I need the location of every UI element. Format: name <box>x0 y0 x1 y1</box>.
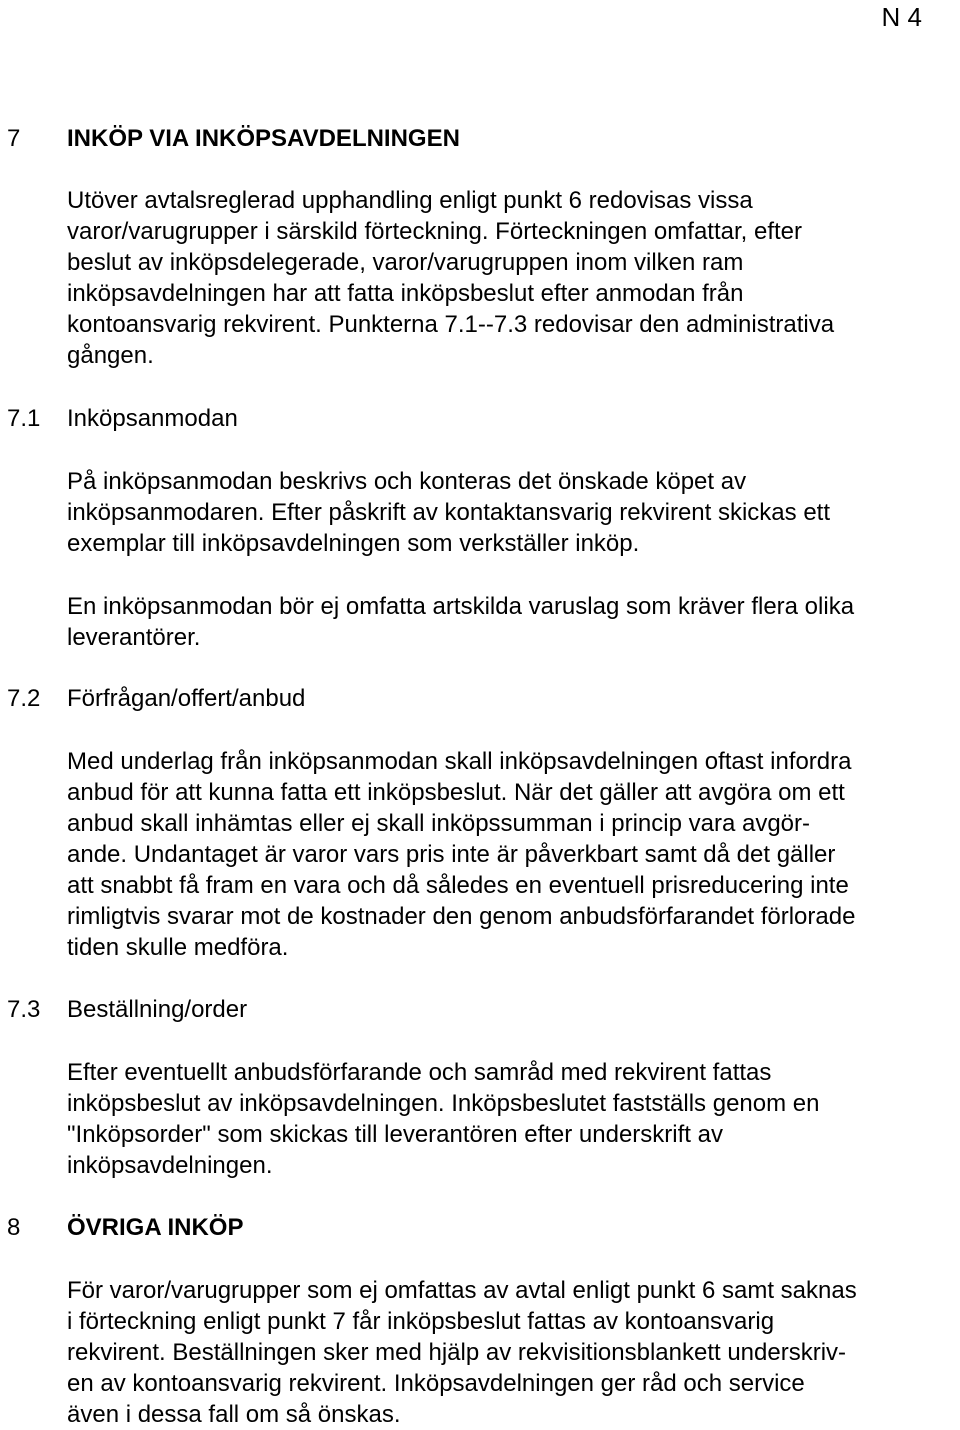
text-line: Med underlag från inköpsanmodan skall inköpsavdelningen oftast infordra <box>67 748 852 775</box>
text-line: ande. Undantaget är varor vars pris inte är påverkbart samt då det gäller <box>67 841 836 868</box>
section-number: 7 <box>7 125 21 152</box>
text-line: att snabbt få fram en vara och då således en eventuell prisreducering inte <box>67 872 849 899</box>
text-line: tiden skulle medföra. <box>67 934 289 961</box>
text-line: inköpsbeslut av inköpsavdelningen. Inköpsbeslutet fastställs genom en <box>67 1090 820 1117</box>
subsection-paragraph <box>67 746 957 963</box>
text-line: exemplar till inköpsavdelningen som verkställer inköp. <box>67 530 640 557</box>
text-line: inköpsavdelningen. <box>67 1152 273 1179</box>
section-paragraph <box>67 1275 957 1430</box>
text-line: inköpsavdelningen har att fatta inköpsbeslut efter anmodan från <box>67 280 744 307</box>
text-line: även i dessa fall om så önskas. <box>67 1401 401 1428</box>
text-line: kontoansvarig rekvirent. Punkterna 7.1--7.3 redovisar den administrativa <box>67 311 835 338</box>
subsection-number: 7.1 <box>7 405 41 432</box>
text-line: leverantörer. <box>67 624 201 651</box>
text-line: en av kontoansvarig rekvirent. Inköpsavdelningen ger råd och service <box>67 1370 805 1397</box>
section-title: INKÖP VIA INKÖPSAVDELNINGEN <box>67 125 460 152</box>
subsection-title: Beställning/order <box>67 996 248 1023</box>
text-line: "Inköpsorder" som skickas till leverantören efter underskrift av <box>67 1121 723 1148</box>
subsection-title: Förfrågan/offert/anbud <box>67 685 306 712</box>
text-line: anbud skall inhämtas eller ej skall inköpssumman i princip vara avgör- <box>67 810 811 837</box>
text-line: rimligtvis svarar mot de kostnader den genom anbudsförfarandet förlorade <box>67 903 856 930</box>
subsection-title: Inköpsanmodan <box>67 405 238 432</box>
subsection-paragraph <box>67 466 957 559</box>
subsection-number: 7.3 <box>7 996 41 1023</box>
text-line: På inköpsanmodan beskrivs och konteras det önskade köpet av <box>67 468 747 495</box>
text-line: En inköpsanmodan bör ej omfatta artskilda varuslag som kräver flera olika <box>67 593 855 620</box>
text-line: Utöver avtalsreglerad upphandling enligt punkt 6 redovisas vissa <box>67 187 753 214</box>
text-line: i förteckning enligt punkt 7 får inköpsbeslut fattas av kontoansvarig <box>67 1308 775 1335</box>
text-line: gången. <box>67 342 154 369</box>
text-line: För varor/varugrupper som ej omfattas av avtal enligt punkt 6 samt saknas <box>67 1277 857 1304</box>
text-line: inköpsanmodaren. Efter påskrift av kontaktansvarig rekvirent skickas ett <box>67 499 831 526</box>
text-line: varor/varugrupper i särskild förteckning. Förteckningen omfattar, efter <box>67 218 802 245</box>
section-paragraph <box>67 185 957 371</box>
text-line: Efter eventuellt anbudsförfarande och samråd med rekvirent fattas <box>67 1059 772 1086</box>
section-title: ÖVRIGA INKÖP <box>67 1214 244 1241</box>
text-line: anbud för att kunna fatta ett inköpsbeslut. När det gäller att avgöra om ett <box>67 779 845 806</box>
subsection-paragraph <box>67 591 957 653</box>
page-number: N 4 <box>881 2 922 32</box>
subsection-paragraph <box>67 1057 957 1181</box>
text-line: beslut av inköpsdelegerade, varor/varugruppen inom vilken ram <box>67 249 744 276</box>
subsection-number: 7.2 <box>7 685 41 712</box>
section-number: 8 <box>7 1214 21 1241</box>
text-line: rekvirent. Beställningen sker med hjälp av rekvisitionsblankett underskriv- <box>67 1339 847 1366</box>
